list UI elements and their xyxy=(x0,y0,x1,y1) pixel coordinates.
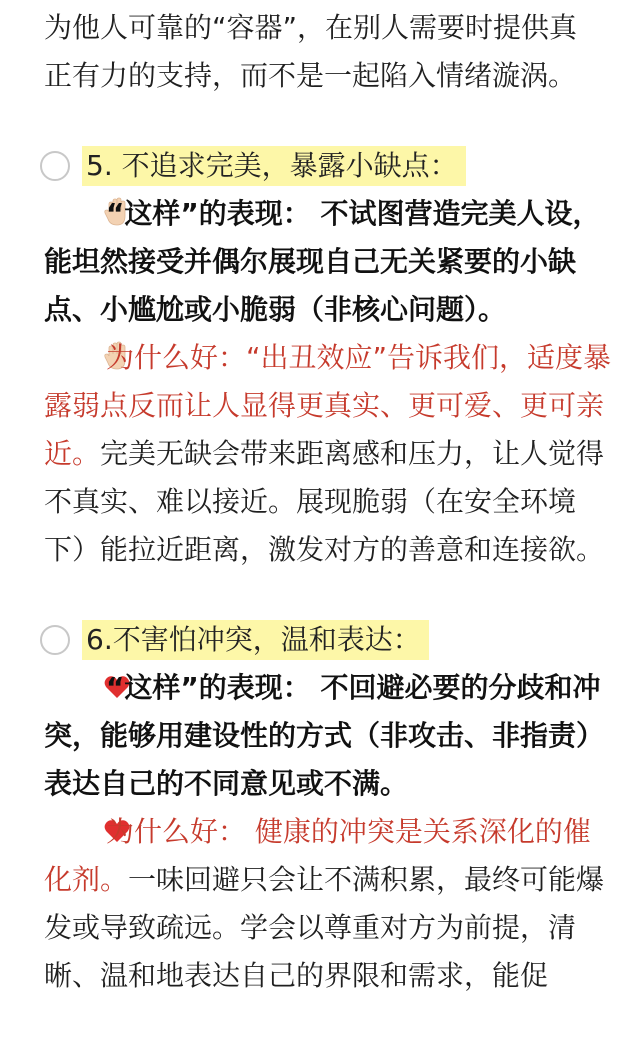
intro-line-2: 正有力的支持，而不是一起陷入情绪漩涡。 xyxy=(44,59,577,92)
section-5-behavior xyxy=(44,190,616,334)
section-5-why-label: 为什么好： xyxy=(106,341,247,374)
section-5 xyxy=(44,142,616,574)
section-6-behavior-label: “这样”的表现： xyxy=(106,671,311,704)
section-5-behavior-label: “这样”的表现： xyxy=(106,197,311,230)
section-6-behavior xyxy=(44,664,616,808)
raised-hand-icon xyxy=(74,338,100,368)
intro-line-1: 为他人可靠的“容器”，在别人需要时提供真 xyxy=(44,11,578,44)
section-5-why-red: “出丑效应”告诉我们，适度暴露弱点反而让人显得更真实、更可爱、更可亲近。 xyxy=(44,341,612,470)
checkbox-circle-icon[interactable] xyxy=(40,625,70,655)
section-6-why-label: 为什么好： xyxy=(106,815,247,848)
section-6-heading-row xyxy=(40,616,616,664)
section-5-heading: 5. 不追求完美，暴露小缺点： xyxy=(82,146,466,186)
checkbox-circle-icon[interactable] xyxy=(40,151,70,181)
section-6-heading: 6.不害怕冲突，温和表达： xyxy=(82,620,429,660)
section-5-heading-row xyxy=(40,142,616,190)
red-heart-icon xyxy=(74,666,100,690)
raised-hand-icon xyxy=(74,194,100,224)
section-6 xyxy=(44,616,616,1000)
red-heart-icon xyxy=(74,810,100,834)
section-5-behavior-text: 不试图营造完美人设，能坦然接受并偶尔展现自己无关紧要的小缺点、小尴尬或小脆弱（非核心问题）。 xyxy=(44,197,601,326)
section-6-why-red: 健康的冲突是关系深化的催化剂。 xyxy=(44,815,591,896)
section-5-why xyxy=(44,334,616,574)
section-5-why-text: 完美无缺会带来距离感和压力，让人觉得不真实、难以接近。展现脆弱（在安全环境下）能拉近距离，激发对方的善意和连接欲。 xyxy=(44,437,605,566)
section-6-why-text: 一味回避只会让不满积累，最终可能爆发或导致疏远。学会以尊重对方为前提，清晰、温和地表达自己的界限和需求，能促 xyxy=(44,863,605,992)
intro-paragraph xyxy=(44,0,616,100)
section-6-why xyxy=(44,808,616,1000)
section-6-behavior-text: 不回避必要的分歧和冲突，能够用建设性的方式（非攻击、非指责）表达自己的不同意见或不满。 xyxy=(44,671,605,800)
